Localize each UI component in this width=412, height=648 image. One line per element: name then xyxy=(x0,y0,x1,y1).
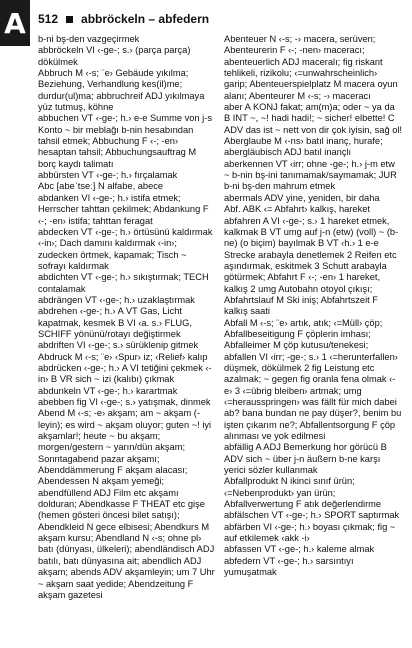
dictionary-entry: Abfallprodukt N ikinci sınıf ürün; ‹=Nebenprodukt› yan ürün; Abfallverwertung F atık değerlendirme xyxy=(224,476,382,510)
square-bullet-icon xyxy=(66,16,73,23)
dictionary-entry: abdrängen VT ‹-ge-; h.› uzaklaştırmak xyxy=(38,294,195,305)
dictionary-entry: abdriften VI ‹-ge-; s.› sürüklenip gitmek xyxy=(38,340,199,351)
dictionary-entry: abfälschen VT ‹-ge-; h.› SPORT saptırmak xyxy=(224,510,400,521)
dictionary-entry: abdunkeln VT ‹-ge-; h.› karartmak xyxy=(38,385,178,396)
dictionary-entry: abebben fig VI ‹-ge-; s.› yatışmak, dinmek xyxy=(38,397,211,407)
dictionary-entry: aberkennen VT ‹irr; ohne -ge-; h.› j-m etw ~ b-nin bş-ini tanımamak/saymamak; JUR b-ni bş-den mahrum etmek xyxy=(224,158,397,192)
dictionary-entry: abbürsten VT ‹-ge-; h.› fırçalamak xyxy=(38,170,178,181)
dictionary-entry: Abf. ABK ‹= Abfahrt› kalkış, hareket xyxy=(224,204,370,215)
dictionary-entry: abdecken VT ‹-ge-; h.› örtüsünü kaldırmak ‹-in›; Dach damını kaldırmak ‹-in›; zudecken örtmek, kapamak; Tisch ~ sofrayı kaldırmak xyxy=(38,226,213,271)
dictionary-entry: abdanken VI ‹-ge-; h.› istifa etmek; Herrscher tahttan çekilmek; Abdankung F ‹-; -en› istifa; tahttan feragat xyxy=(38,192,209,226)
dictionary-entry: abbuchen VT ‹-ge-; h.› e-e Summe von j-s Konto ~ bir meblağı b-nin hesabından tahsil etmek; Abbuchung F ‹-; -en› hesaptan tahsil; Abbuchungsauftrag M borç kaydı talimatı xyxy=(38,113,212,169)
dictionary-entry: abfassen VT ‹-ge-; h.› kaleme almak xyxy=(224,544,375,555)
dictionary-entry: abdichten VT ‹-ge-; h.› sıkıştırmak; TECH contalamak xyxy=(38,272,209,294)
dictionary-entry: abfärben VI ‹-ge-; h.› boyası çıkmak; fig ~ auf etkilemek ‹akk -i› xyxy=(224,521,396,544)
dictionary-entry: Abdruck M ‹-s; ¨e› ‹Spur› iz; ‹Relief› kalıp xyxy=(38,351,208,362)
dictionary-entry: Abfall M ‹-s; ¨e› artık, atık; ‹=Müll› çöp; Abfallbeseitigung F çöplerin imhası; Abfalleimer M çöp kutusu/tenekesi; abfallen VI ‹irr; -ge-; s.› 1 ‹=herunterfallen› düşmek, dökülmek 2 fig Leistung etc azalmak; ~ gegen fig oranla fena olmak ‹-e› 3 ‹=übrig bleiben› artmak; umg ‹=herausspringen› was fällt für mich dabei ab? bana bundan ne pay düşer?, benim bu işten çıkarım ne?; Abfallentsorgung F çöp alınması ve yok edilmesi xyxy=(224,317,402,442)
page-header xyxy=(38,8,398,30)
dictionary-entry: Abc [abeˈtseː] N alfabe, abece xyxy=(38,181,164,192)
dictionary-columns xyxy=(38,34,402,642)
dictionary-entry: Abbruch M ‹-s; ¨e› Gebäude yıkılma; Beziehung, Verhandlung kes(il)me; durdur(ul)ma; abbruchreif ADJ yıkılmaya yüz tutmuş, köhne xyxy=(38,68,205,113)
dictionary-entry: abdrücken ‹-ge-; h.› A VI tetiğini çekmek ‹-in› B VR sich ~ izi (kalıbı) çıkmak xyxy=(38,362,212,385)
dictionary-entry: Abend M ‹-s; -e› akşam; am ~ akşam (-leyin); es wird ~ akşam oluyor; guten ~! iyi akşamlar!; heute ~ bu akşam; morgen/gestern ~ yarın/dün akşam; Sonntagabend pazar akşamı; Abenddämmerung F akşam alacası; Abendessen N akşam yemeği; abendfüllend ADJ Film etc akşamı dolduran; Abendkasse F THEAT etc gişe (hemen gösteri öncesi bilet satışı); Abendkleid N gece elbisesi; Abendkurs M akşam kursu; Abendland N ‹-s; ohne pl› batı (dünyası, ülkeleri); abendländisch ADJ batılı, batı dünyasına ait; abendlich ADJ akşam; abends ADV akşamleyin; um 7 Uhr ~ akşam saat yedide; Abendzeitung F akşam gazetesi xyxy=(38,408,215,600)
dictionary-entry: abdrehen ‹-ge-; h.› A VT Gas, Licht kapatmak, kesmek B VI ‹a. s.› FLUG, SCHIFF yönünü/rotayı değiştirmek xyxy=(38,306,192,339)
section-letter-tab: A xyxy=(0,0,30,46)
dictionary-entry: Abenteuer N ‹-s; -› macera, serüven; Abenteurerin F ‹-; -nen› maceracı; abenteuerlich ADJ maceralı; fig riskant tehlikeli, rizikolu; ‹=unwahrscheinlich› garip; Abenteuerspielplatz M macera oyun alanı; Abenteurer M ‹-s; -› maceracı xyxy=(224,34,398,101)
dictionary-entry: abfällig A ADJ Bemerkung hor görücü B ADV sich ~ über j-n äußern b-ne karşı yerici sözler kullanmak xyxy=(224,442,387,476)
dictionary-entry: abfedern VT ‹-ge-; h.› sarsıntıyı yumuşatmak xyxy=(224,555,354,578)
dictionary-entry: abfahren A VI ‹-ge-; s.› 1 hareket etmek, kalkmak B VT umg auf j-n (etw) (voll) ~ (b-ne) (o biçim) bayılmak B VT ‹h.› 1 e-e Strecke arabayla denetlemek 2 Reifen etc aşındırmak, eskitmek 3 Schutt arabayla götürmek; Abfahrt F ‹-; -en› 1 hareket, kalkış 2 umg Autobahn otoyol çıkışı; Abfahrtslauf M Ski iniş; Abfahrtszeit F kalkış saati xyxy=(224,215,399,317)
column-right xyxy=(224,34,402,642)
page-number: 512 xyxy=(38,12,59,26)
entry-range: abbröckeln – abfedern xyxy=(81,12,210,26)
column-left xyxy=(38,34,216,642)
dictionary-entry: Aberglaube M ‹-ns› batıl inanç, hurafe; abergläubisch ADJ batıl inançlı xyxy=(224,136,383,158)
dictionary-entry: abbröckeln VI ‹-ge-; s.› (parça parça) dökülmek xyxy=(38,45,191,67)
dictionary-entry: aber A KONJ fakat; am(m)a; oder ~ ya da B INT ~, ~! hadi hadi!; ~ sicher! elbette! C ADV das ist ~ nett von dir çok iyisin, sağ ol! xyxy=(224,102,402,135)
dictionary-entry: abermals ADV yine, yeniden, bir daha xyxy=(224,192,380,203)
dictionary-entry: b-ni bş-den vazgeçirmek xyxy=(38,34,140,44)
